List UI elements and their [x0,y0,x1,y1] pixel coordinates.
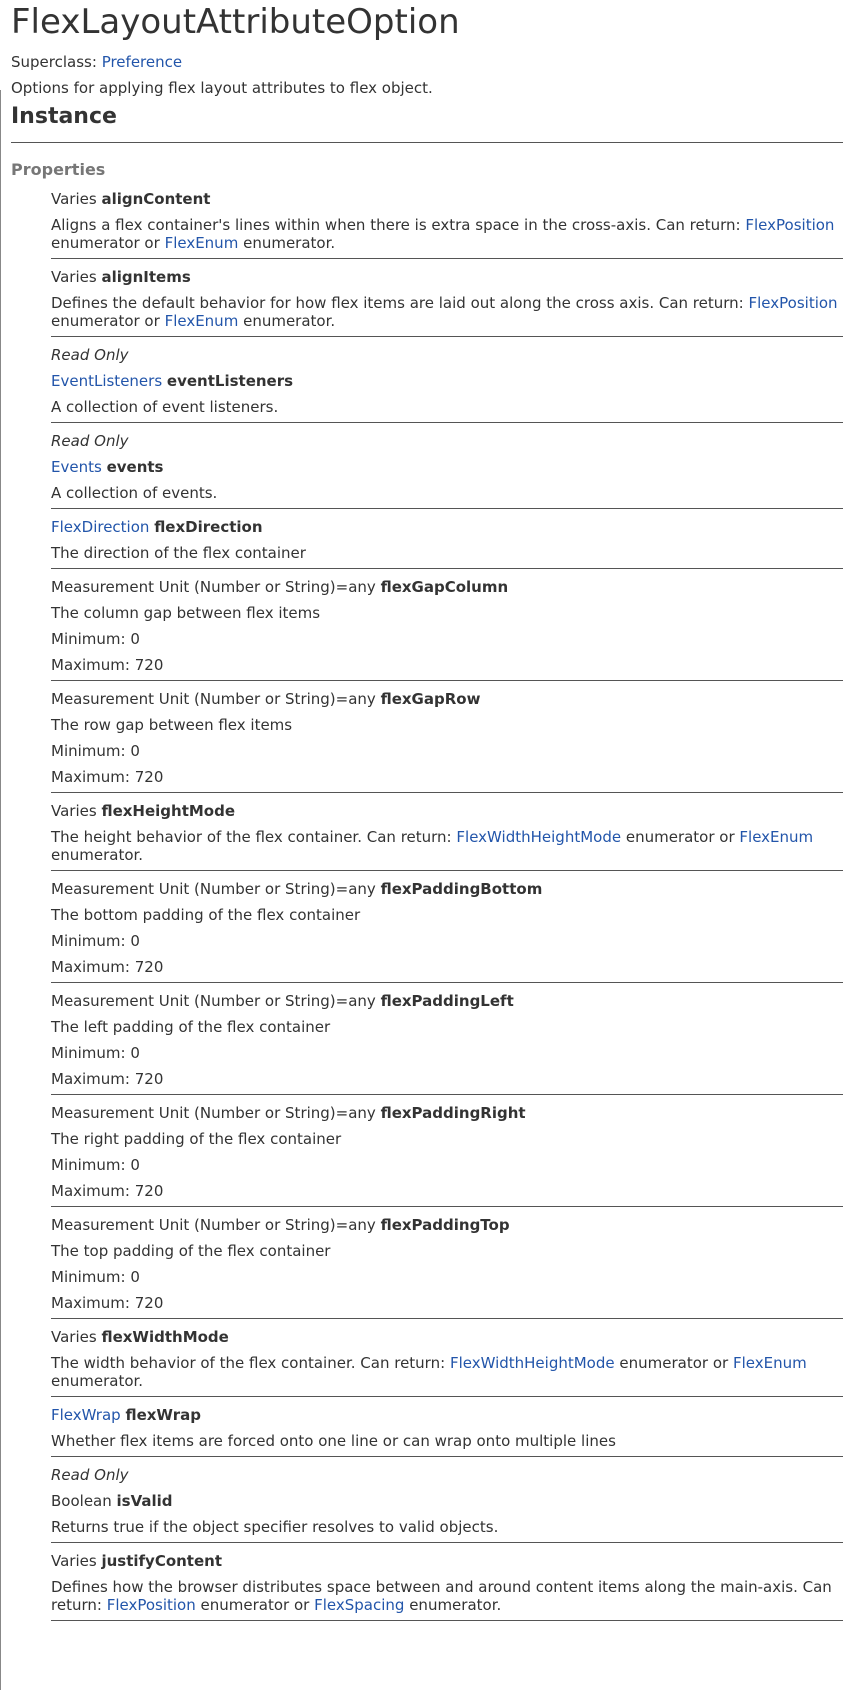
property-name: flexPaddingTop [380,1216,510,1234]
property-name: flexHeightMode [101,802,236,820]
property-maximum: Maximum: 720 [51,1070,164,1088]
property-name: flexPaddingRight [380,1104,526,1122]
read-only-label: Read Only [51,346,129,364]
link-flexposition[interactable]: FlexPosition [106,1596,196,1614]
property-signature [51,518,843,536]
property-type: Measurement Unit (Number or String)=any [51,880,376,898]
property-signature [51,1492,843,1510]
property-justifyContent [51,1543,843,1621]
property-type: Measurement Unit (Number or String)=any [51,1104,376,1122]
property-maximum: Maximum: 720 [51,656,164,674]
property-description [51,294,843,330]
desc-text: The width behavior of the flex container. Can return: [51,1354,446,1372]
link-flexdirection[interactable]: FlexDirection [51,518,150,536]
property-minimum: Minimum: 0 [51,1268,140,1286]
property-description: A collection of events. [51,484,218,502]
superclass-label: Superclass: [11,53,97,71]
desc-text: Defines how the browser distributes space between and around content items along the main-axis. Can return: [51,1578,832,1614]
link-flexwidthheightmode[interactable]: FlexWidthHeightMode [456,828,622,846]
property-flexWrap [51,1397,843,1457]
property-flexGapRow [51,681,843,793]
property-maximum: Maximum: 720 [51,768,164,786]
property-minimum: Minimum: 0 [51,742,140,760]
property-description: The row gap between flex items [51,716,293,734]
desc-text: enumerator or [625,828,735,846]
property-alignItems [51,259,843,337]
link-eventlisteners[interactable]: EventListeners [51,372,163,390]
property-description: The direction of the flex container [51,544,306,562]
property-signature [51,1216,843,1234]
desc-text: enumerator. [243,312,336,330]
subsection-heading: Properties [11,160,106,179]
property-description: The left padding of the flex container [51,1018,331,1036]
property-description: The bottom padding of the flex container [51,906,361,924]
page-title: FlexLayoutAttributeOption [11,2,460,42]
property-description [51,828,843,864]
left-border [0,90,1,1690]
property-flexHeightMode [51,793,843,871]
property-signature [51,268,843,286]
property-name: isValid [116,1492,173,1510]
read-only-label: Read Only [51,1466,129,1484]
property-type: Measurement Unit (Number or String)=any [51,690,376,708]
property-signature [51,880,843,898]
property-description [51,216,843,252]
property-description: A collection of event listeners. [51,398,279,416]
link-flexenum[interactable]: FlexEnum [739,828,814,846]
property-maximum: Maximum: 720 [51,1182,164,1200]
property-isValid [51,1457,843,1543]
property-flexPaddingLeft [51,983,843,1095]
desc-text: enumerator. [51,1372,144,1390]
desc-text: enumerator or [51,312,160,330]
property-type: Measurement Unit (Number or String)=any [51,992,376,1010]
link-flexposition[interactable]: FlexPosition [745,216,835,234]
property-minimum: Minimum: 0 [51,932,140,950]
property-minimum: Minimum: 0 [51,1044,140,1062]
property-alignContent [51,181,843,259]
property-minimum: Minimum: 0 [51,1156,140,1174]
property-flexPaddingBottom [51,871,843,983]
property-name: flexPaddingLeft [380,992,514,1010]
desc-text: enumerator. [243,234,336,252]
property-maximum: Maximum: 720 [51,1294,164,1312]
property-description: The top padding of the flex container [51,1242,331,1260]
property-type: Varies [51,1552,97,1570]
link-flexwidthheightmode[interactable]: FlexWidthHeightMode [449,1354,615,1372]
property-type: Varies [51,190,97,208]
property-description: Returns true if the object specifier resolves to valid objects. [51,1518,499,1536]
link-events[interactable]: Events [51,458,102,476]
section-heading: Instance [11,102,843,143]
property-name: flexPaddingBottom [380,880,543,898]
property-signature [51,458,843,476]
property-flexWidthMode [51,1319,843,1397]
link-flexenum[interactable]: FlexEnum [164,234,239,252]
desc-text: enumerator or [200,1596,310,1614]
property-signature [51,1328,843,1346]
class-description: Options for applying flex layout attributes to flex object. [11,79,433,97]
desc-text: enumerator. [51,846,144,864]
property-name: alignContent [101,190,211,208]
property-name: events [106,458,164,476]
property-signature [51,372,843,390]
property-flexDirection [51,509,843,569]
property-name: flexGapColumn [380,578,509,596]
link-flexenum[interactable]: FlexEnum [164,312,239,330]
desc-text: enumerator. [409,1596,502,1614]
property-name: flexDirection [154,518,263,536]
property-name: alignItems [101,268,191,286]
property-name: justifyContent [101,1552,223,1570]
property-signature [51,190,843,208]
property-signature [51,690,843,708]
property-flexPaddingTop [51,1207,843,1319]
property-list [51,181,843,1621]
property-maximum: Maximum: 720 [51,958,164,976]
desc-text: The height behavior of the flex container. Can return: [51,828,452,846]
property-flexPaddingRight [51,1095,843,1207]
read-only-label: Read Only [51,432,129,450]
property-signature [51,578,843,596]
property-description: The column gap between flex items [51,604,321,622]
property-description: The right padding of the flex container [51,1130,342,1148]
property-type: Boolean [51,1492,112,1510]
link-flexspacing[interactable]: FlexSpacing [314,1596,405,1614]
superclass-link[interactable]: Preference [101,53,183,71]
property-type: Measurement Unit (Number or String)=any [51,578,376,596]
doc-page [11,0,843,1621]
property-type: Varies [51,268,97,286]
link-flexenum[interactable]: FlexEnum [732,1354,807,1372]
property-name: flexWrap [125,1406,201,1424]
property-description [51,1578,843,1614]
property-signature [51,802,843,820]
property-description [51,1354,843,1390]
property-name: flexWidthMode [101,1328,229,1346]
property-type: Varies [51,1328,97,1346]
link-flexposition[interactable]: FlexPosition [748,294,838,312]
property-signature [51,1406,843,1424]
property-signature [51,992,843,1010]
desc-text: Aligns a flex container's lines within when there is extra space in the cross-axis. Can return: [51,216,741,234]
property-type: Varies [51,802,97,820]
property-signature [51,1552,843,1570]
property-name: flexGapRow [380,690,481,708]
desc-text: enumerator or [619,1354,729,1372]
property-eventListeners [51,337,843,423]
property-minimum: Minimum: 0 [51,630,140,648]
link-flexwrap[interactable]: FlexWrap [51,1406,121,1424]
property-name: eventListeners [166,372,294,390]
desc-text: enumerator or [51,234,160,252]
property-signature [51,1104,843,1122]
property-description: Whether flex items are forced onto one line or can wrap onto multiple lines [51,1432,616,1450]
superclass-line [11,52,843,72]
desc-text: Defines the default behavior for how flex items are laid out along the cross axis. Can return: [51,294,744,312]
property-flexGapColumn [51,569,843,681]
property-type: Measurement Unit (Number or String)=any [51,1216,376,1234]
property-events [51,423,843,509]
